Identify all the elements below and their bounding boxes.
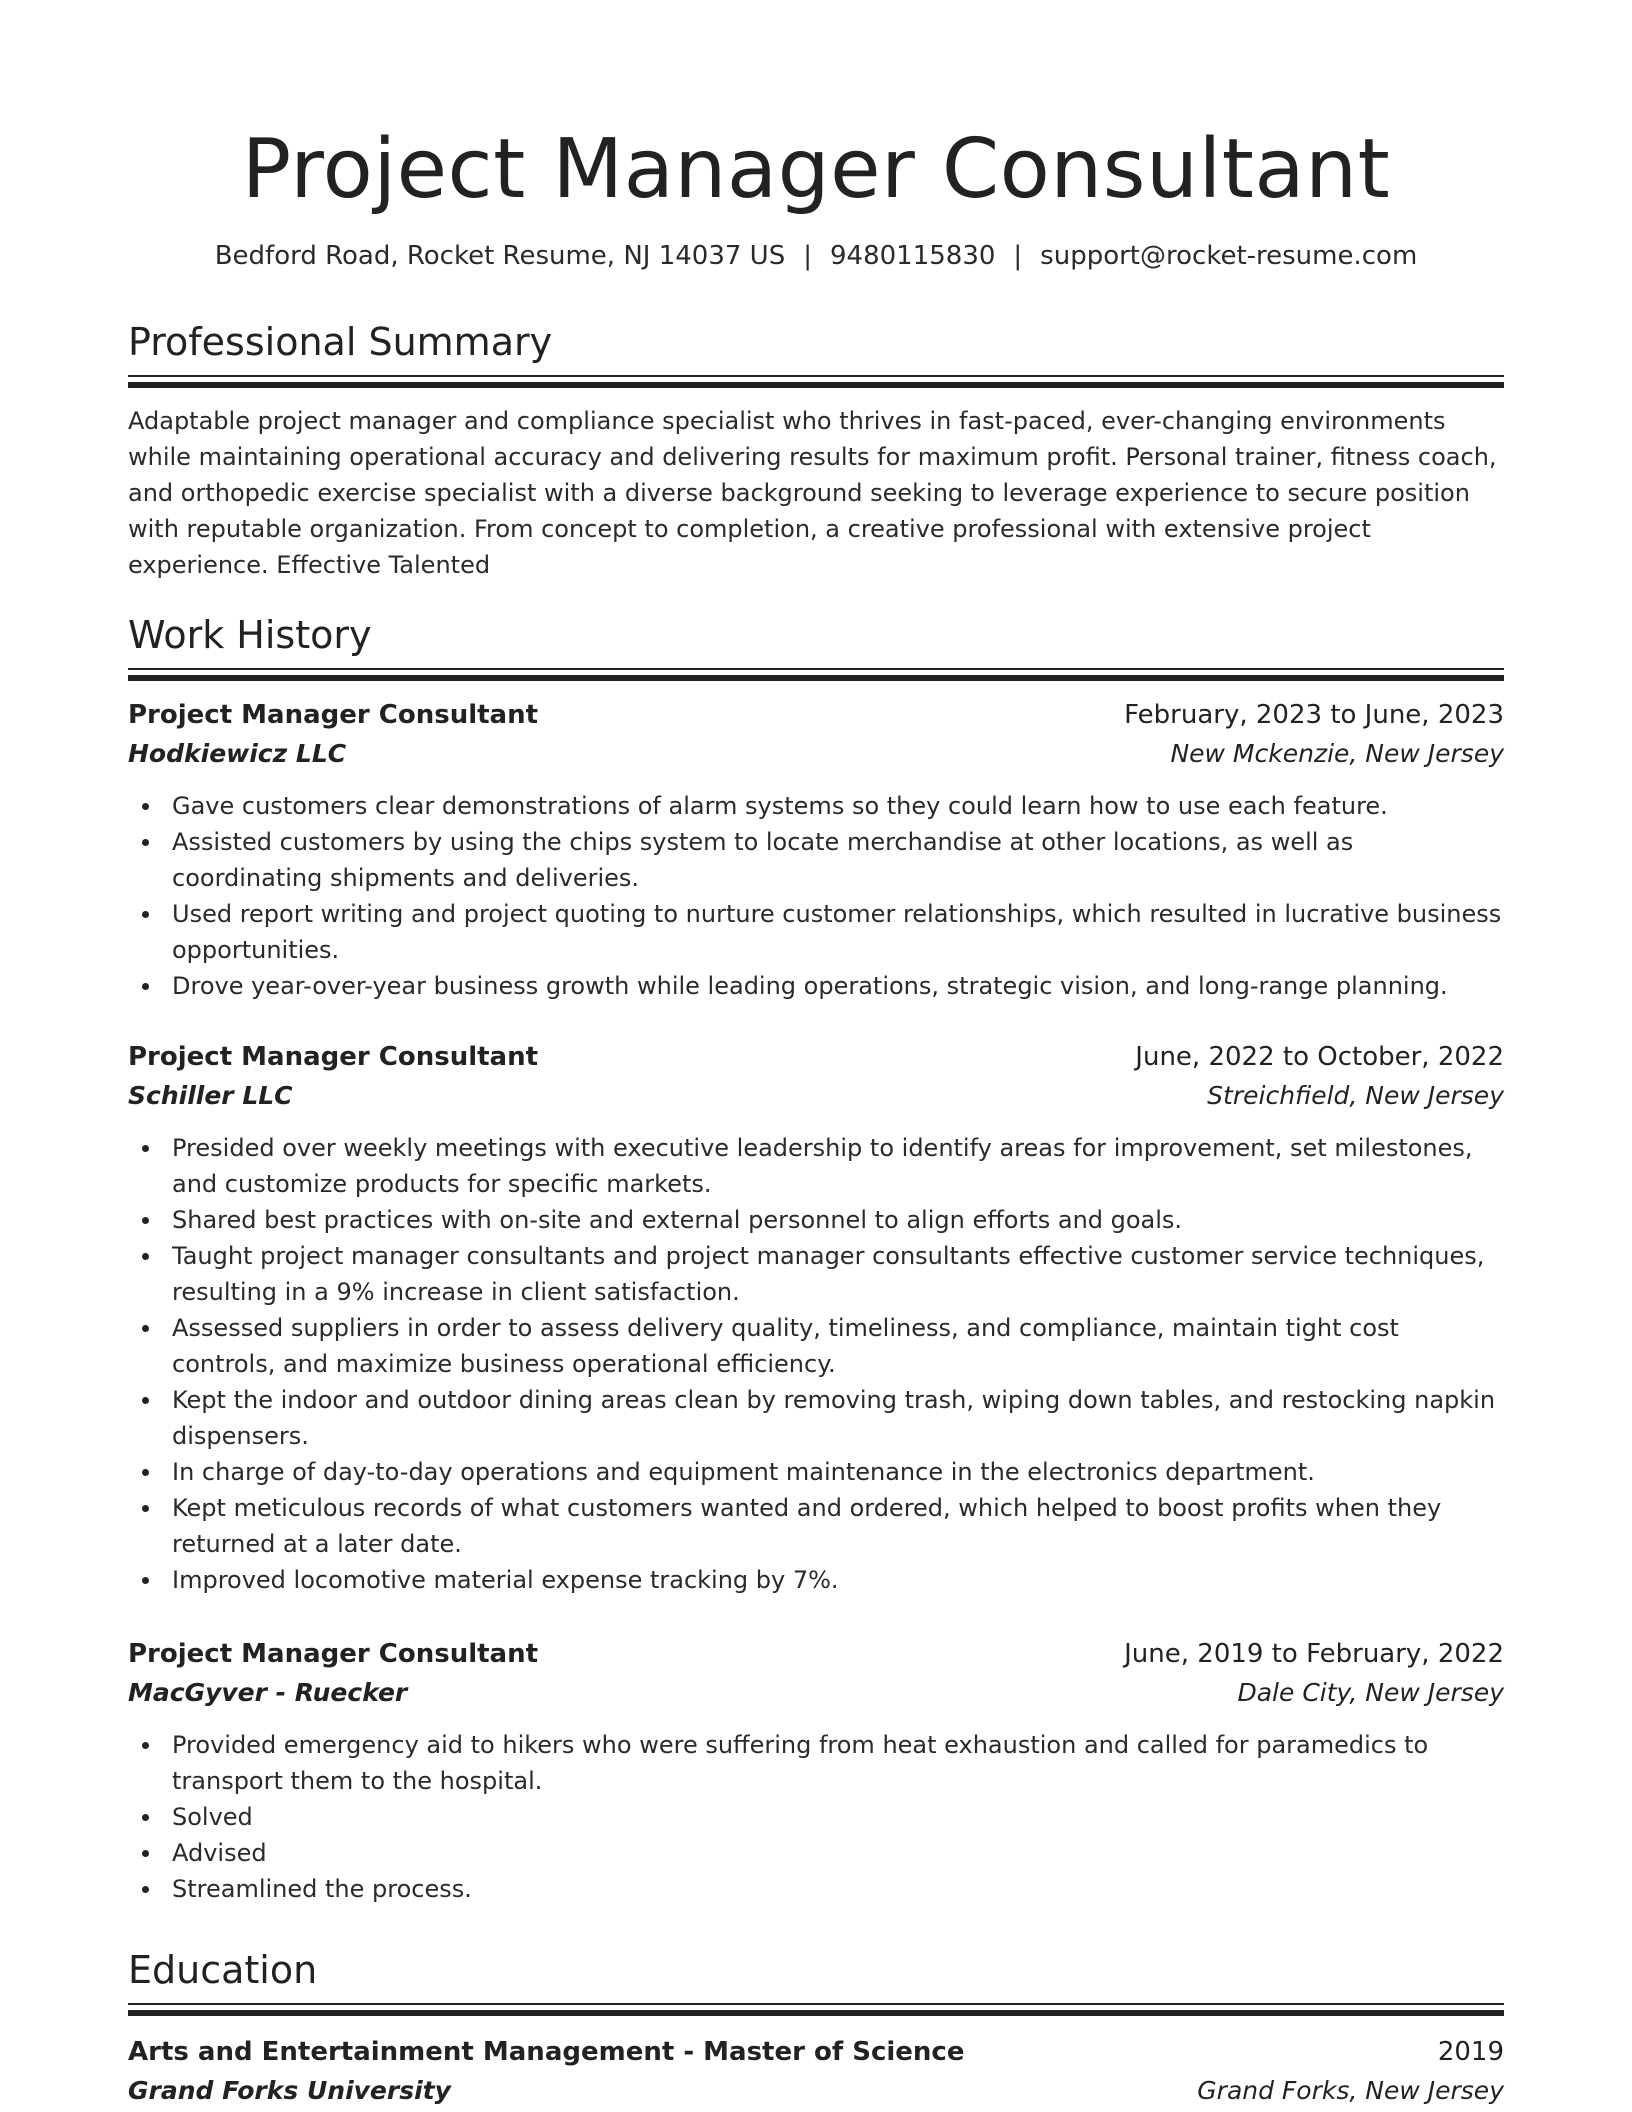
contact-phone: 9480115830 [829, 241, 996, 271]
list-item: In charge of day-to-day operations and equipment maintenance in the electronics department. [172, 1454, 1504, 1490]
list-item: Streamlined the process. [172, 1871, 1504, 1907]
education-location: Grand Forks, New Jersey [1197, 2076, 1504, 2105]
contact-address: Bedford Road, Rocket Resume, NJ 14037 US [214, 241, 786, 271]
job-dates: June, 2019 to February, 2022 [1124, 1639, 1504, 1669]
job-entry [128, 1635, 1504, 1907]
job-location: Streichfield, New Jersey [1207, 1081, 1504, 1110]
list-item: Solved [172, 1799, 1504, 1835]
job-title: Project Manager Consultant [128, 1639, 539, 1669]
job-entry [128, 696, 1504, 1004]
contact-line [128, 238, 1504, 274]
education-school: Grand Forks University [128, 2076, 451, 2105]
job-bullets [128, 1130, 1504, 1598]
list-item: Shared best practices with on-site and external personnel to align efforts and goals. [172, 1202, 1504, 1238]
resume-name: Project Manager Consultant [241, 122, 1391, 217]
section-title-summary: Professional Summary [128, 320, 553, 364]
job-company: MacGyver - Ruecker [128, 1678, 408, 1707]
section-title-education: Education [128, 1948, 318, 1992]
list-item: Provided emergency aid to hikers who were suffering from heat exhaustion and called for paramedics to transport them to the hospital. [172, 1727, 1504, 1799]
list-item: Drove year-over-year business growth while leading operations, strategic vision, and long-range planning. [172, 968, 1504, 1004]
education-entry [128, 2033, 1504, 2111]
job-bullets [128, 788, 1504, 1004]
job-dates: February, 2023 to June, 2023 [1124, 700, 1504, 730]
job-company: Hodkiewicz LLC [128, 739, 347, 768]
job-entry [128, 1038, 1504, 1598]
job-location: Dale City, New Jersey [1237, 1678, 1504, 1707]
section-divider [128, 375, 1504, 389]
list-item: Taught project manager consultants and project manager consultants effective customer service techniques, resulting in a 9% increase in client satisfaction. [172, 1238, 1504, 1310]
job-title: Project Manager Consultant [128, 1042, 539, 1072]
education-year: 2019 [1437, 2037, 1504, 2067]
list-item: Assessed suppliers in order to assess delivery quality, timeliness, and compliance, maintain tight cost controls, and maximize business operational efficiency. [172, 1310, 1504, 1382]
job-company: Schiller LLC [128, 1081, 293, 1110]
list-item: Improved locomotive material expense tracking by 7%. [172, 1562, 1504, 1598]
job-title: Project Manager Consultant [128, 700, 539, 730]
section-divider [128, 2003, 1504, 2017]
section-title-work-history: Work History [128, 613, 372, 657]
list-item: Kept the indoor and outdoor dining areas clean by removing trash, wiping down tables, and restocking napkin dispensers. [172, 1382, 1504, 1454]
job-bullets [128, 1727, 1504, 1907]
list-item: Kept meticulous records of what customers wanted and ordered, which helped to boost profits when they returned at a later date. [172, 1490, 1504, 1562]
list-item: Presided over weekly meetings with executive leadership to identify areas for improvement, set milestones, and customize products for specific markets. [172, 1130, 1504, 1202]
list-item: Advised [172, 1835, 1504, 1871]
job-dates: June, 2022 to October, 2022 [1135, 1042, 1504, 1072]
job-location: New Mckenzie, New Jersey [1170, 739, 1504, 768]
contact-separator: | [1013, 241, 1023, 271]
contact-separator: | [803, 241, 812, 271]
contact-email: support@rocket-resume.com [1040, 241, 1418, 271]
summary-text: Adaptable project manager and compliance specialist who thrives in fast-paced, ever-changing environments while maintaining operational accuracy and delivering results for maximum profit. Personal trainer, fitness coach, and orthopedic exercise specialist with a diverse background seeking to leverage experience to secure position with reputable organization. From concept to completion, a creative professional with extensive project experience. Effective Talented [128, 407, 1497, 579]
list-item: Assisted customers by using the chips system to locate merchandise at other locations, as well as coordinating shipments and deliveries. [172, 824, 1504, 896]
list-item: Used report writing and project quoting to nurture customer relationships, which resulted in lucrative business opportunities. [172, 896, 1504, 968]
section-divider [128, 668, 1504, 682]
education-degree: Arts and Entertainment Management - Master of Science [128, 2037, 965, 2067]
list-item: Gave customers clear demonstrations of alarm systems so they could learn how to use each feature. [172, 788, 1504, 824]
